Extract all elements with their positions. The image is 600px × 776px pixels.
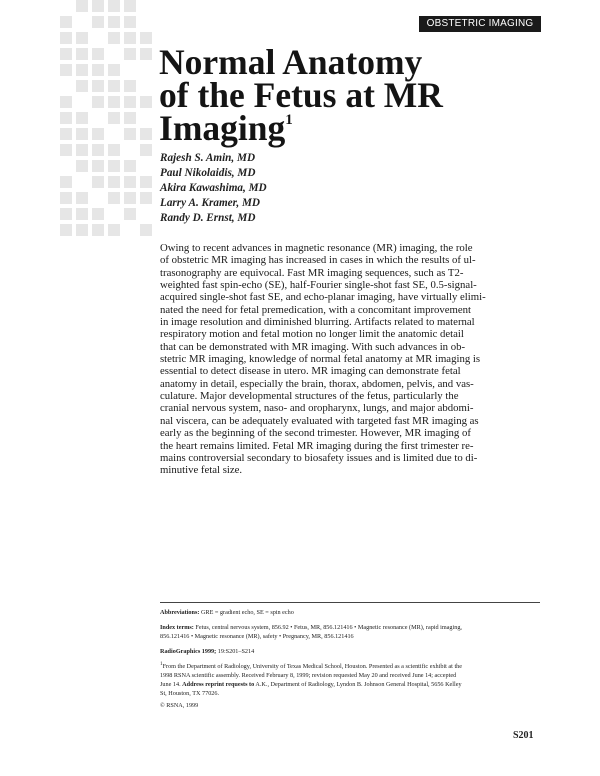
- decorative-square: [108, 16, 120, 28]
- footnotes: [160, 602, 540, 709]
- article-title: [159, 42, 539, 148]
- decorative-square: [76, 128, 88, 140]
- citation-label: RadioGraphics 1999;: [160, 648, 217, 655]
- author: Randy D. Ernst, MD: [160, 212, 256, 224]
- index-terms-line: [160, 623, 462, 632]
- decorative-square: [140, 128, 152, 140]
- decorative-square: [76, 0, 88, 12]
- author: Paul Nikolaidis, MD: [160, 167, 256, 179]
- index-terms-text: Fetus, central nervous system, 856.92 • Fetus, MR, 856.121416 • Magnetic resonance (MR), rapid imaging,: [193, 624, 462, 631]
- affiliation-text: A.K., Department of Radiology, Lyndon B. Johnson General Hospital, 5656 Kelley: [254, 681, 462, 689]
- abbreviations-label: Abbreviations:: [160, 609, 200, 616]
- abstract-line: the heart remains limited. Fetal MR imaging during the first trimester re-: [160, 439, 474, 452]
- page-number: S201: [513, 730, 534, 741]
- abstract-line: early as the beginning of the second trimester. However, MR imaging of: [160, 427, 471, 440]
- decorative-square: [124, 160, 136, 172]
- decorative-square: [60, 96, 72, 108]
- decorative-square: [108, 192, 120, 204]
- decorative-square: [140, 144, 152, 156]
- decorative-square: [108, 224, 120, 236]
- title-line-1: Normal Anatomy: [159, 42, 423, 82]
- decorative-square: [124, 112, 136, 124]
- decorative-square: [140, 176, 152, 188]
- decorative-square: [140, 48, 152, 60]
- decorative-square: [108, 112, 120, 124]
- decorative-square: [124, 16, 136, 28]
- decorative-square: [108, 176, 120, 188]
- affiliation-note: [160, 660, 462, 698]
- decorative-square: [124, 80, 136, 92]
- title-line-3-text: Imaging: [159, 108, 286, 148]
- decorative-square: [76, 64, 88, 76]
- decorative-square: [76, 80, 88, 92]
- abstract-line: mains controversial secondary to biosafety issues and is limited due to di-: [160, 451, 478, 464]
- decorative-square: [76, 112, 88, 124]
- decorative-square: [124, 32, 136, 44]
- decorative-square: [124, 96, 136, 108]
- abstract-line: stetric MR imaging, knowledge of normal fetal anatomy at MR imaging is: [160, 353, 481, 366]
- affiliation-line: 1998 RSNA scientific assembly. Received February 8, 1999; revision requested May 20 and received June 14; accepted: [160, 672, 457, 680]
- decorative-square: [124, 208, 136, 220]
- decorative-square: [92, 208, 104, 220]
- decorative-square: [108, 0, 120, 12]
- decorative-square: [108, 144, 120, 156]
- decorative-square: [124, 128, 136, 140]
- decorative-square: [108, 160, 120, 172]
- abstract-line: nated the need for fetal premedication, with a concomitant improvement: [160, 303, 472, 316]
- title-line-2: of the Fetus at MR: [159, 75, 443, 115]
- decorative-square: [108, 80, 120, 92]
- decorative-square: [60, 128, 72, 140]
- decorative-square: [60, 192, 72, 204]
- decorative-square: [92, 48, 104, 60]
- decorative-square: [60, 208, 72, 220]
- index-terms-note: [160, 623, 462, 641]
- decorative-square: [108, 64, 120, 76]
- affiliation-line: [160, 660, 462, 671]
- title-footnote-mark: 1: [285, 112, 293, 128]
- abstract-line: in image resolution and diminished blurring. Artifacts related to maternal: [160, 316, 475, 329]
- decorative-square: [76, 224, 88, 236]
- reprint-label: Address reprint requests to: [182, 681, 255, 689]
- author-list: [160, 151, 267, 226]
- decorative-square: [140, 192, 152, 204]
- decorative-square: [92, 80, 104, 92]
- decorative-square: [60, 176, 72, 188]
- abstract-line: of obstetric MR imaging has increased in cases in which the results of ul-: [160, 254, 476, 267]
- author: Akira Kawashima, MD: [160, 182, 267, 194]
- decorative-square: [92, 96, 104, 108]
- author: Larry A. Kramer, MD: [160, 197, 260, 209]
- abstract-line: respiratory motion and fetal motion no longer limit the anatomic detail: [160, 328, 464, 341]
- abstract-line: anatomy in detail, especially the brain, thorax, abdomen, pelvis, and vas-: [160, 377, 474, 390]
- decorative-square: [92, 0, 104, 12]
- decorative-square: [92, 64, 104, 76]
- decorative-square: [76, 144, 88, 156]
- decorative-square: [76, 48, 88, 60]
- decorative-square: [60, 48, 72, 60]
- decorative-square: [60, 224, 72, 236]
- decorative-square: [92, 160, 104, 172]
- copyright-note: © RSNA, 1999: [160, 702, 199, 709]
- abbreviations-text: GRE = gradient echo, SE = spin echo: [199, 609, 294, 616]
- decorative-square: [124, 48, 136, 60]
- abstract-line: essential to detect disease in utero. MR imaging can demonstrate fetal: [160, 365, 461, 378]
- affiliation-line: St, Houston, TX 77026.: [160, 690, 220, 698]
- decorative-square: [60, 32, 72, 44]
- decorative-square: [92, 16, 104, 28]
- decorative-square: [140, 96, 152, 108]
- abstract-line: minutive fetal size.: [160, 464, 243, 477]
- author: Rajesh S. Amin, MD: [160, 152, 256, 164]
- decorative-square-grid: [60, 0, 160, 240]
- decorative-square: [92, 128, 104, 140]
- decorative-square: [92, 224, 104, 236]
- decorative-square: [124, 0, 136, 12]
- title-line-3: [159, 108, 539, 148]
- abstract-line: Owing to recent advances in magnetic resonance (MR) imaging, the role: [160, 242, 473, 254]
- section-tag: OBSTETRIC IMAGING: [419, 16, 541, 32]
- abstract-line: that can be demonstrated with MR imaging. With such advances in ob-: [160, 340, 466, 353]
- decorative-square: [76, 192, 88, 204]
- decorative-square: [140, 224, 152, 236]
- abbreviations-note: [160, 608, 294, 617]
- abstract: [160, 242, 540, 477]
- decorative-square: [140, 32, 152, 44]
- affiliation-line: [160, 680, 462, 689]
- decorative-square: [60, 64, 72, 76]
- affiliation-text: June 14.: [160, 681, 183, 689]
- abstract-line: trasonography are equivocal. Fast MR imaging sequences, such as T2-: [160, 266, 464, 279]
- affiliation-mark: 1: [160, 661, 163, 667]
- decorative-square: [124, 192, 136, 204]
- index-terms-line: 856.121416 • Magnetic resonance (MR), safety • Pregnancy, MR, 856.121416: [160, 633, 354, 640]
- abstract-line: acquired single-shot fast SE, and echo-planar imaging, have virtually elimi-: [160, 291, 486, 304]
- decorative-square: [60, 112, 72, 124]
- decorative-square: [108, 96, 120, 108]
- abstract-line: culature. Major developmental structures of the fetus, particularly the: [160, 390, 459, 403]
- decorative-square: [76, 208, 88, 220]
- decorative-square: [60, 16, 72, 28]
- decorative-square: [60, 144, 72, 156]
- decorative-square: [124, 176, 136, 188]
- decorative-square: [92, 176, 104, 188]
- decorative-square: [76, 160, 88, 172]
- decorative-square: [108, 32, 120, 44]
- citation-text: 19:S201–S214: [216, 648, 255, 655]
- citation-note: [160, 647, 254, 656]
- abstract-line: nal viscera, can be adequately evaluated with targeted fast MR imaging as: [160, 414, 479, 427]
- affiliation-text: From the Department of Radiology, University of Texas Medical School, Houston. Presented as a scientific exhibit at the: [162, 663, 462, 671]
- abstract-line: weighted fast spin-echo (SE), half-Fourier single-shot fast SE, 0.5-signal-: [160, 279, 477, 292]
- decorative-square: [92, 144, 104, 156]
- decorative-square: [76, 32, 88, 44]
- abstract-line: cranial nervous system, naso- and oropharynx, lungs, and major abdomi-: [160, 402, 474, 415]
- index-terms-label: Index terms:: [160, 624, 194, 631]
